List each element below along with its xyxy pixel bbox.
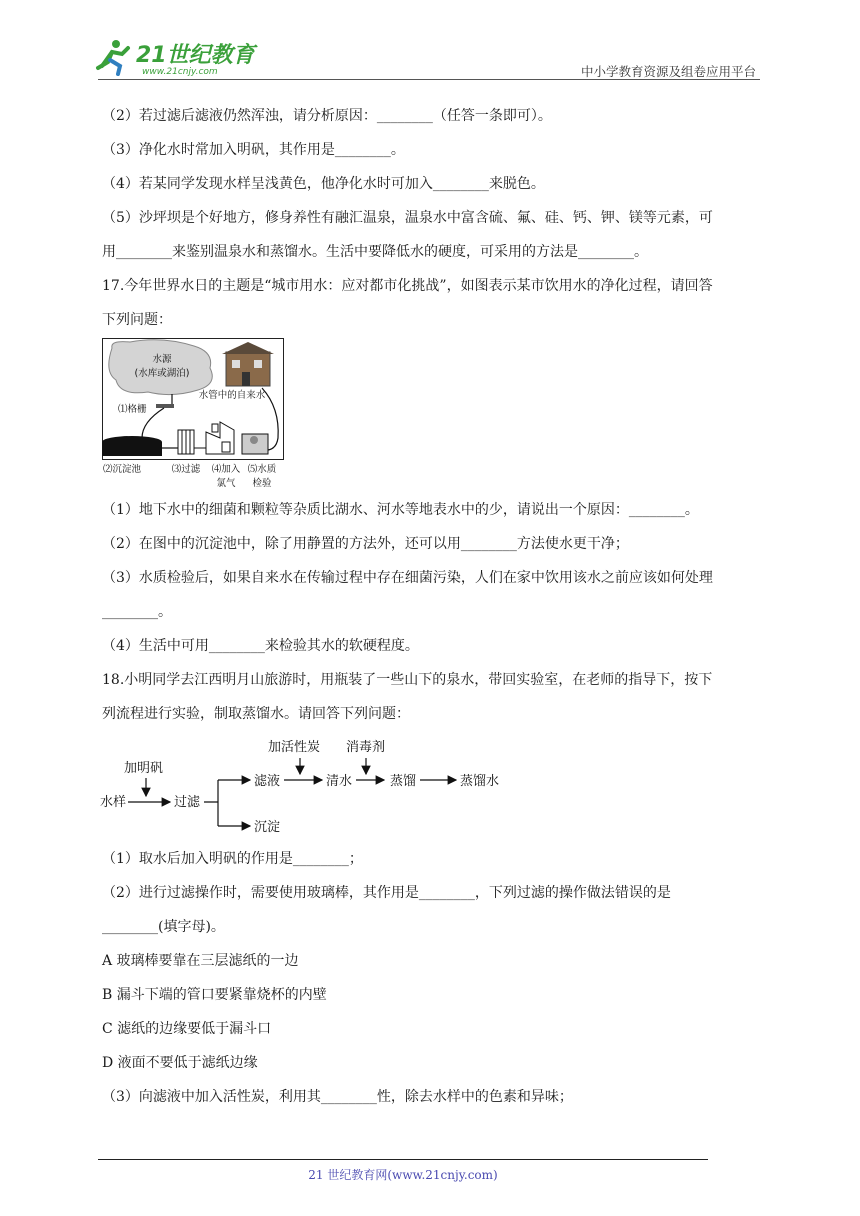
site-logo	[94, 36, 264, 78]
footer-divider	[98, 1159, 708, 1160]
flow-filter: 过滤	[174, 795, 201, 810]
question-line: ________。	[102, 604, 172, 620]
question-line: （3）水质检验后，如果自来水在传输过程中存在细菌污染，人们在家中饮用该水之前应该如何处理	[102, 570, 713, 586]
flow-distill: 蒸馏	[390, 774, 417, 789]
question-line: （4）生活中可用________来检验其水的软硬程度。	[102, 638, 419, 654]
question-line: （3）向滤液中加入活性炭，利用其________性，除去水样中的色素和异味；	[102, 1089, 573, 1105]
question-line: （1）取水后加入明矾的作用是________；	[102, 851, 363, 867]
flow-filtrate: 滤液	[254, 774, 281, 789]
question-line: 下列问题：	[102, 312, 172, 328]
fig1-source-sub: (水库或湖泊)	[134, 368, 190, 379]
question-line: （1）地下水中的细菌和颗粒等杂质比湖水、河水等地表水中的少，请说出一个原因：________。	[102, 502, 699, 518]
question-line: 18.小明同学去江西明月山旅游时，用瓶装了一些山下的泉水，带回实验室，在老师的指导下，按下	[102, 672, 713, 688]
fig1-step3: ⑶过滤	[171, 464, 201, 475]
fig1-step5b: 检验	[252, 478, 272, 489]
question-line: ________(填字母)。	[102, 919, 225, 935]
question-line: （2）若过滤后滤液仍然浑浊，请分析原因：________（任答一条即可）。	[102, 108, 552, 124]
flow-disinfectant: 消毒剂	[346, 740, 386, 755]
footer-link[interactable]: 21 世纪教育网(www.21cnjy.com)	[308, 1168, 498, 1182]
flow-precipitate: 沉淀	[254, 820, 281, 835]
fig1-tap: 水管中的自来水	[198, 390, 266, 401]
fig1-source: 水源	[152, 354, 172, 365]
flow-clear-water: 清水	[326, 774, 353, 789]
question-line: （2）进行过滤操作时，需要使用玻璃棒，其作用是________，下列过滤的操作做法错误的是	[102, 885, 671, 901]
option-d: D 液面不要低于滤纸边缘	[102, 1055, 258, 1071]
option-a: A 玻璃棒要靠在三层滤纸的一边	[102, 953, 299, 969]
fig1-step2: ⑵沉淀池	[102, 464, 142, 475]
option-b: B 漏斗下端的管口要紧靠烧杯的内壁	[102, 987, 327, 1003]
question-line: （4）若某同学发现水样呈浅黄色，他净化水时可加入________来脱色。	[102, 176, 545, 192]
question-line: （5）沙坪坝是个好地方，修身养性有融汇温泉，温泉水中富含硫、氟、硅、钙、钾、镁等元素，可	[102, 210, 713, 226]
logo-main: 21世纪教育	[136, 43, 255, 68]
platform-name: 中小学教育资源及组卷应用平台	[580, 64, 756, 79]
logo-url: www.21cnjy.com	[142, 67, 218, 77]
fig1-step4a: ⑷加入	[211, 464, 241, 475]
flow-water-sample: 水样	[100, 795, 127, 810]
question-line: （3）净化水时常加入明矾，其作用是________。	[102, 142, 405, 158]
fig1-step5a: ⑸水质	[247, 464, 277, 475]
question-line: 用________来鉴别温泉水和蒸馏水。生活中要降低水的硬度，可采用的方法是________。	[102, 244, 648, 260]
fig1-grille: ⑴格栅	[118, 404, 147, 415]
distillation-flowchart	[100, 736, 520, 840]
fig1-step4b: 氯气	[216, 478, 236, 489]
option-c: C 滤纸的边缘要低于漏斗口	[102, 1021, 272, 1037]
flow-add-carbon: 加活性炭	[268, 740, 321, 755]
question-line: 17.今年世界水日的主题是“城市用水：应对都市化挑战”，如图表示某市饮用水的净化过程，请回答	[102, 278, 713, 294]
header-divider	[98, 79, 760, 80]
question-line: 列流程进行实验，制取蒸馏水。请回答下列问题：	[102, 706, 410, 722]
water-purification-figure	[102, 338, 284, 492]
runner-icon	[98, 40, 128, 74]
flow-add-alum: 加明矾	[124, 761, 164, 776]
question-line: （2）在图中的沉淀池中，除了用静置的方法外，还可以用________方法使水更干净；	[102, 536, 629, 552]
flow-distilled-water: 蒸馏水	[460, 774, 500, 789]
